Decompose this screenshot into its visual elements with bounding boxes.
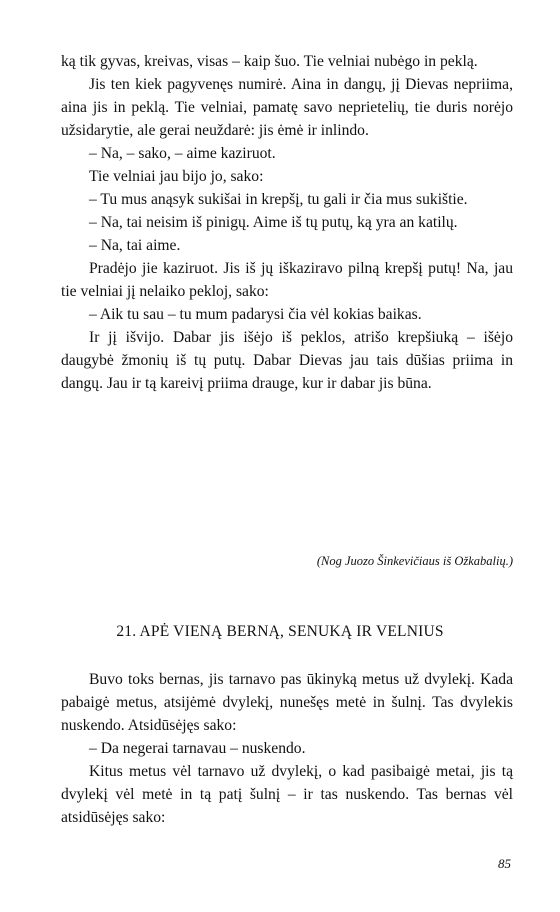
paragraph: Buvo toks bernas, jis tarnavo pas ūkinyką metus už dvylekį. Kada pabaigė metus, atsijėmė dvylekį, nunešęs metė in šulnį. Tas dvylekis nuskendo. Atsidūsėjęs sako: [61, 671, 513, 734]
paragraph: Tie velniai jau bijo jo, sako: [89, 168, 264, 185]
story-heading: 21. APĖ VIENĄ BERNĄ, SENUKĄ IR VELNIUS [116, 623, 444, 640]
paragraph: – Aik tu sau – tu mum padarysi čia vėl kokias baikas. [89, 306, 422, 323]
paragraph: Pradėjo jie kaziruot. Jis iš jų iškaziravo pilną krepšį putų! Na, jau tie velniai jį nelaiko pekloj, sako: [61, 260, 513, 300]
page-number: 85 [498, 856, 511, 871]
paragraph: – Tu mus anąsyk sukišai in krepšį, tu gali ir čia mus sukištie. [89, 191, 468, 208]
paragraph: Jis ten kiek pagyvenęs numirė. Aina in dangų, jį Dievas nepriima, aina jis in peklą. Tie velniai, pamatę savo neprietelių, tie duris norėjo užsidarytie, ale gerai neuždarė: jis ėmė ir inlindo. [61, 76, 513, 139]
paragraph: Kitus metus vėl tarnavo už dvylekį, o kad pasibaigė metai, jis tą dvylekį vėl metė in tą patį šulnį – ir tas nuskendo. Tas bernas vėl atsidūsėjęs sako: [61, 763, 513, 826]
story-beginning-text [61, 668, 513, 829]
paragraph: – Da negerai tarnavau – nuskendo. [89, 740, 306, 757]
paragraph: – Na, tai neisim iš pinigų. Aime iš tų putų, ką yra an katilų. [89, 214, 458, 231]
story-ending-text [61, 50, 513, 395]
paragraph: – Na, tai aime. [89, 237, 181, 254]
paragraph: ką tik gyvas, kreivas, visas – kaip šuo. Tie velniai nubėgo in peklą. [61, 53, 478, 70]
paragraph: – Na, – sako, – aime kaziruot. [89, 145, 276, 162]
paragraph: Ir jį išvijo. Dabar jis išėjo iš peklos, atrišo krepšiuką – išėjo daugybė žmonių iš tų putų. Dabar Dievas jau tais dūšias priima in dangų. Jau ir tą kareivį priima drauge, kur ir dabar jis būna. [61, 329, 513, 392]
story-source-attribution: (Nog Juozo Šinkevičiaus iš Ožkabalių.) [316, 554, 513, 568]
